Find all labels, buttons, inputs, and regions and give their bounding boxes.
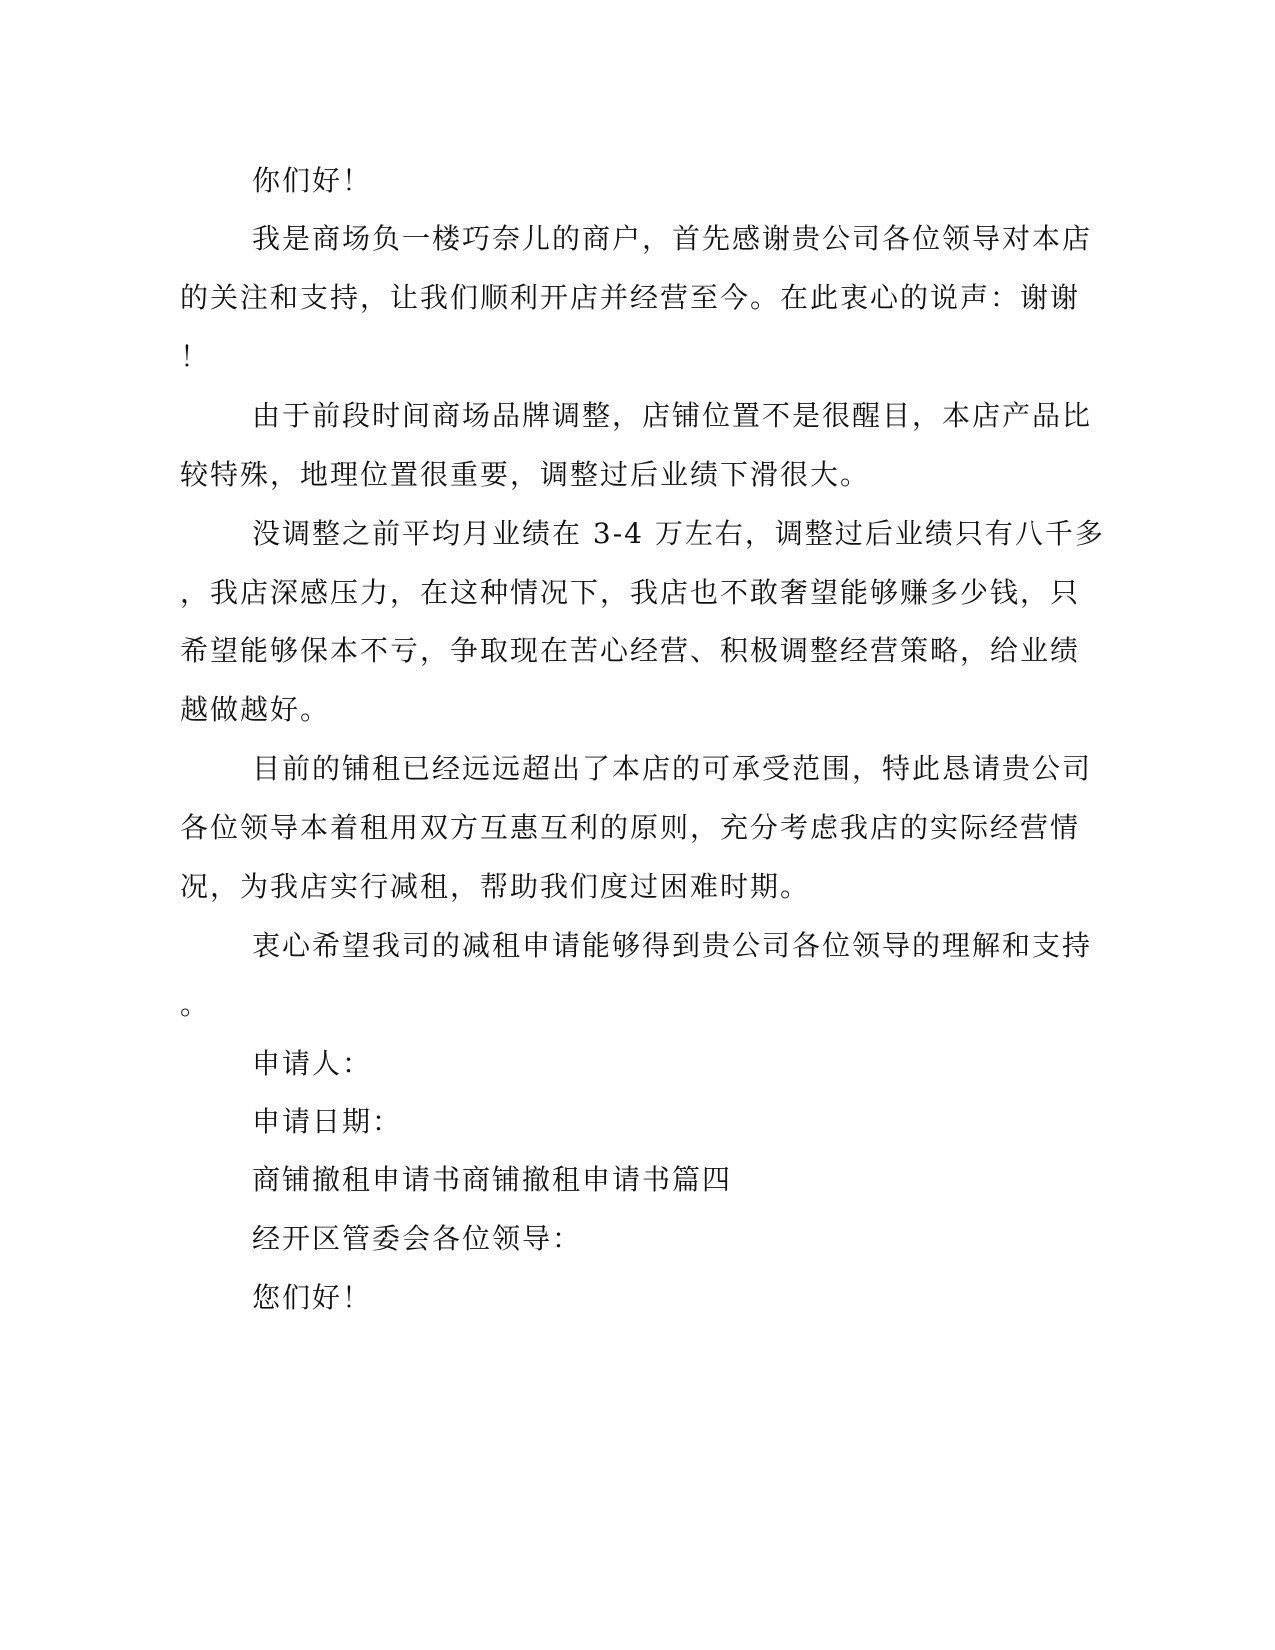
paragraph-line: 。 bbox=[180, 988, 211, 1021]
paragraph-line: 我是商场负一楼巧奈儿的商户，首先感谢贵公司各位领导对本店 bbox=[252, 222, 1093, 255]
paragraph-line: 没调整之前平均月业绩在 3-4 万左右，调整过后业绩只有八千多 bbox=[252, 517, 1105, 550]
paragraph-line: 各位领导本着租用双方互惠互利的原则，充分考虑我店的实际经营情 bbox=[180, 811, 1081, 844]
section-heading: 商铺撤租申请书商铺撤租申请书篇四 bbox=[252, 1163, 733, 1196]
paragraph-line: 的关注和支持，让我们顺利开店并经营至今。在此衷心的说声：谢谢 bbox=[180, 281, 1081, 314]
salutation: 经开区管委会各位领导： bbox=[252, 1222, 583, 1255]
paragraph-line: ！ bbox=[180, 340, 211, 373]
paragraph-line: 越做越好。 bbox=[180, 693, 331, 726]
greeting: 你们好！ bbox=[252, 164, 373, 197]
application-date-label: 申请日期： bbox=[252, 1105, 403, 1138]
paragraph-line: 希望能够保本不亏，争取现在苦心经营、积极调整经营策略，给业绩 bbox=[180, 634, 1081, 667]
paragraph-line: 由于前段时间商场品牌调整，店铺位置不是很醒目，本店产品比 bbox=[252, 399, 1093, 432]
paragraph-line: 衷心希望我司的减租申请能够得到贵公司各位领导的理解和支持 bbox=[252, 929, 1093, 962]
applicant-label: 申请人： bbox=[252, 1047, 373, 1080]
greeting: 您们好！ bbox=[252, 1281, 373, 1314]
paragraph-line: 目前的铺租已经远远超出了本店的可承受范围，特此恳请贵公司 bbox=[252, 752, 1093, 785]
paragraph-line: ，我店深感压力，在这种情况下，我店也不敢奢望能够赚多少钱，只 bbox=[180, 576, 1081, 609]
paragraph-line: 况，为我店实行减租，帮助我们度过困难时期。 bbox=[180, 870, 811, 903]
paragraph-line: 较特殊，地理位置很重要，调整过后业绩下滑很大。 bbox=[180, 458, 871, 491]
